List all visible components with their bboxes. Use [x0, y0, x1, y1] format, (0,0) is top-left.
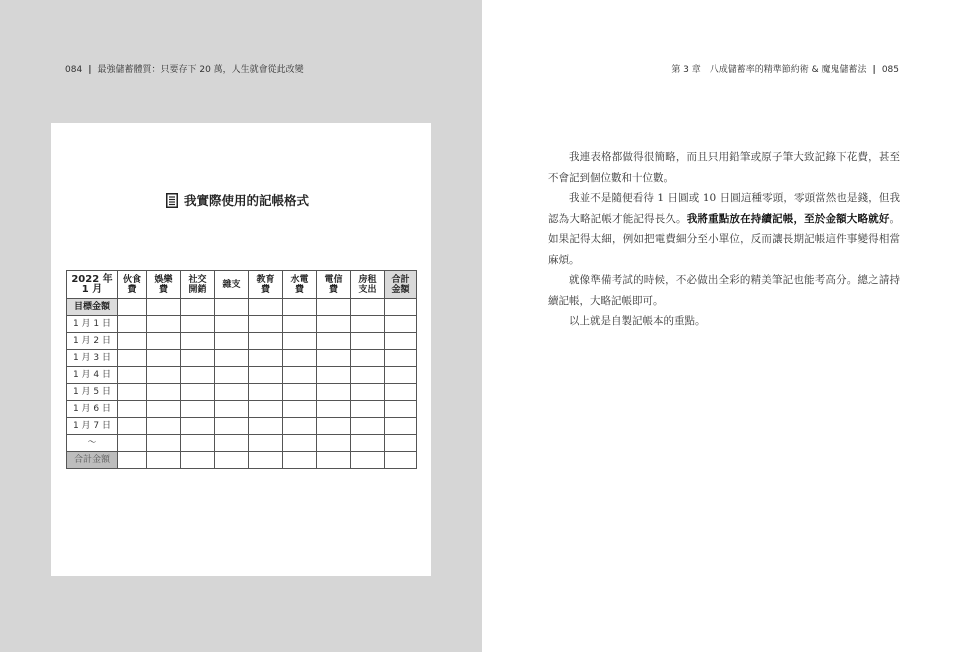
- empty-entry-cell: [147, 452, 181, 469]
- empty-entry-cell: [147, 435, 181, 452]
- empty-entry-cell: [215, 435, 249, 452]
- empty-entry-cell: [118, 350, 147, 367]
- empty-entry-cell: [385, 350, 417, 367]
- left-page-number: 084: [65, 65, 83, 75]
- empty-entry-cell: [283, 350, 317, 367]
- empty-entry-cell: [283, 367, 317, 384]
- header-line-1: 伙食: [122, 274, 141, 285]
- ledger-body: [67, 299, 417, 469]
- empty-entry-cell: [385, 367, 417, 384]
- empty-entry-cell: [351, 316, 385, 333]
- empty-entry-cell: [118, 316, 147, 333]
- empty-entry-cell: [317, 367, 351, 384]
- empty-entry-cell: [118, 299, 147, 316]
- document-icon: [166, 193, 178, 208]
- empty-entry-cell: [351, 350, 385, 367]
- empty-entry-cell: [249, 452, 283, 469]
- empty-entry-cell: [118, 384, 147, 401]
- empty-entry-cell: [351, 435, 385, 452]
- header-line-1: 教育: [256, 274, 275, 285]
- empty-entry-cell: [181, 367, 215, 384]
- empty-entry-cell: [385, 299, 417, 316]
- empty-entry-cell: [147, 299, 181, 316]
- empty-entry-cell: [385, 452, 417, 469]
- figure-title: [166, 191, 309, 209]
- empty-entry-cell: [283, 384, 317, 401]
- header-line-1: 雜支: [222, 279, 241, 290]
- header-line-2: 費: [294, 284, 304, 295]
- row-label: ～: [67, 435, 118, 452]
- empty-entry-cell: [283, 452, 317, 469]
- row-label: 1 月 5 日: [67, 384, 118, 401]
- empty-entry-cell: [351, 367, 385, 384]
- figure-title-text: 我實際使用的記帳格式: [184, 193, 310, 208]
- header-line-1: 水電: [290, 274, 309, 285]
- empty-entry-cell: [147, 333, 181, 350]
- empty-entry-cell: [385, 384, 417, 401]
- empty-entry-cell: [283, 299, 317, 316]
- empty-entry-cell: [181, 384, 215, 401]
- empty-entry-cell: [249, 350, 283, 367]
- paragraph-4: 以上就是自製記帳本的重點。: [569, 315, 706, 327]
- table-row: [67, 367, 417, 384]
- table-row: [67, 418, 417, 435]
- empty-entry-cell: [351, 401, 385, 418]
- empty-entry-cell: [317, 384, 351, 401]
- row-label: 1 月 1 日: [67, 316, 118, 333]
- empty-entry-cell: [385, 418, 417, 435]
- empty-entry-cell: [147, 401, 181, 418]
- empty-entry-cell: [249, 333, 283, 350]
- table-row: [67, 333, 417, 350]
- left-running-header: [65, 62, 304, 75]
- table-row: [67, 435, 417, 452]
- row-label: 目標金額: [67, 299, 118, 316]
- empty-entry-cell: [118, 367, 147, 384]
- empty-entry-cell: [351, 384, 385, 401]
- empty-entry-cell: [215, 384, 249, 401]
- empty-entry-cell: [118, 333, 147, 350]
- empty-entry-cell: [181, 333, 215, 350]
- header-cell-category: [317, 271, 351, 299]
- header-cell-category: [283, 271, 317, 299]
- ledger-table: [66, 270, 417, 469]
- empty-entry-cell: [215, 299, 249, 316]
- empty-entry-cell: [317, 452, 351, 469]
- empty-entry-cell: [317, 435, 351, 452]
- header-separator: |: [872, 65, 876, 75]
- header-cell-category: [215, 271, 249, 299]
- empty-entry-cell: [147, 350, 181, 367]
- empty-entry-cell: [283, 316, 317, 333]
- empty-entry-cell: [147, 418, 181, 435]
- header-cell-category: [385, 271, 417, 299]
- table-row: [67, 384, 417, 401]
- empty-entry-cell: [351, 418, 385, 435]
- empty-entry-cell: [249, 299, 283, 316]
- empty-entry-cell: [249, 316, 283, 333]
- empty-entry-cell: [118, 401, 147, 418]
- row-label: 合計金額: [67, 452, 118, 469]
- table-row: [67, 316, 417, 333]
- empty-entry-cell: [249, 401, 283, 418]
- header-line-1: 2022 年: [71, 273, 113, 285]
- figure-card: [51, 123, 431, 576]
- empty-entry-cell: [147, 367, 181, 384]
- header-line-1: 社交: [188, 274, 207, 285]
- header-line-2: 支出: [358, 284, 377, 295]
- table-row: [67, 350, 417, 367]
- empty-entry-cell: [215, 367, 249, 384]
- table-row: [67, 401, 417, 418]
- empty-entry-cell: [181, 299, 215, 316]
- empty-entry-cell: [215, 418, 249, 435]
- header-line-2: 費: [127, 284, 137, 295]
- empty-entry-cell: [351, 452, 385, 469]
- right-running-header: [671, 62, 899, 75]
- header-line-1: 合計: [391, 274, 410, 285]
- empty-entry-cell: [351, 299, 385, 316]
- empty-entry-cell: [118, 452, 147, 469]
- empty-entry-cell: [181, 418, 215, 435]
- empty-entry-cell: [147, 384, 181, 401]
- empty-entry-cell: [215, 401, 249, 418]
- paragraph-2-lead: 我並不是隨便看待 1 日圓或 10 日圓這種零頭，零頭當然也是錢，但我認為大略記帳才能記得長久。: [548, 192, 900, 225]
- paragraph-2-tail: 。如果記得太細，例如把電費細分至小單位，反而讓長期記帳這件事變得相當麻煩。: [548, 212, 900, 266]
- empty-entry-cell: [249, 418, 283, 435]
- header-line-2: 金額: [391, 284, 410, 295]
- header-cell-category: [147, 271, 181, 299]
- row-label: 1 月 3 日: [67, 350, 118, 367]
- empty-entry-cell: [215, 452, 249, 469]
- header-cell-category: [181, 271, 215, 299]
- header-line-2: 1 月: [81, 283, 103, 295]
- header-cell-category: [118, 271, 147, 299]
- empty-entry-cell: [283, 418, 317, 435]
- empty-entry-cell: [249, 435, 283, 452]
- paragraph-2-emphasis: 我將重點放在持續記帳，至於金額大略就好: [686, 212, 890, 225]
- empty-entry-cell: [249, 367, 283, 384]
- row-label: 1 月 6 日: [67, 401, 118, 418]
- header-line-1: 電信: [324, 274, 343, 285]
- empty-entry-cell: [249, 384, 283, 401]
- header-line-2: 開銷: [188, 284, 207, 295]
- row-label: 1 月 2 日: [67, 333, 118, 350]
- table-row: [67, 299, 417, 316]
- empty-entry-cell: [147, 316, 181, 333]
- paragraph-1: 我連表格都做得很簡略，而且只用鉛筆或原子筆大致記錄下花費，甚至不會記到個位數和十位數。: [548, 151, 900, 184]
- empty-entry-cell: [181, 452, 215, 469]
- empty-entry-cell: [317, 299, 351, 316]
- right-page-number: 085: [881, 65, 899, 75]
- table-row: [67, 452, 417, 469]
- empty-entry-cell: [215, 316, 249, 333]
- empty-entry-cell: [118, 418, 147, 435]
- header-separator: |: [88, 65, 92, 75]
- empty-entry-cell: [215, 333, 249, 350]
- empty-entry-cell: [181, 401, 215, 418]
- chapter-title: 第 3 章 八成儲蓄率的精準節約術 & 魔鬼儲蓄法: [671, 65, 867, 75]
- header-line-1: 娛樂: [154, 274, 173, 285]
- empty-entry-cell: [317, 333, 351, 350]
- header-line-2: 費: [328, 284, 338, 295]
- paragraph-2: [548, 188, 900, 270]
- empty-entry-cell: [385, 316, 417, 333]
- empty-entry-cell: [181, 350, 215, 367]
- empty-entry-cell: [317, 316, 351, 333]
- empty-entry-cell: [283, 435, 317, 452]
- book-title: 最強儲蓄體質：只要存下 20 萬，人生就會從此改變: [97, 65, 304, 75]
- empty-entry-cell: [385, 435, 417, 452]
- empty-entry-cell: [283, 333, 317, 350]
- ledger-header-row: [67, 271, 417, 299]
- row-label: 1 月 7 日: [67, 418, 118, 435]
- header-cell-category: [249, 271, 283, 299]
- empty-entry-cell: [317, 350, 351, 367]
- empty-entry-cell: [385, 333, 417, 350]
- header-cell-category: [351, 271, 385, 299]
- empty-entry-cell: [317, 401, 351, 418]
- header-line-1: 房租: [358, 274, 377, 285]
- paragraph-3: 就像準備考試的時候，不必做出全彩的精美筆記也能考高分。總之請持續記帳，大略記帳即可。: [548, 274, 900, 307]
- empty-entry-cell: [317, 418, 351, 435]
- empty-entry-cell: [181, 435, 215, 452]
- empty-entry-cell: [351, 333, 385, 350]
- empty-entry-cell: [181, 316, 215, 333]
- empty-entry-cell: [283, 401, 317, 418]
- header-line-2: 費: [260, 284, 270, 295]
- empty-entry-cell: [118, 435, 147, 452]
- empty-entry-cell: [215, 350, 249, 367]
- row-label: 1 月 4 日: [67, 367, 118, 384]
- header-cell-month: [67, 271, 118, 299]
- empty-entry-cell: [385, 401, 417, 418]
- body-text: [548, 147, 900, 332]
- header-line-2: 費: [158, 284, 168, 295]
